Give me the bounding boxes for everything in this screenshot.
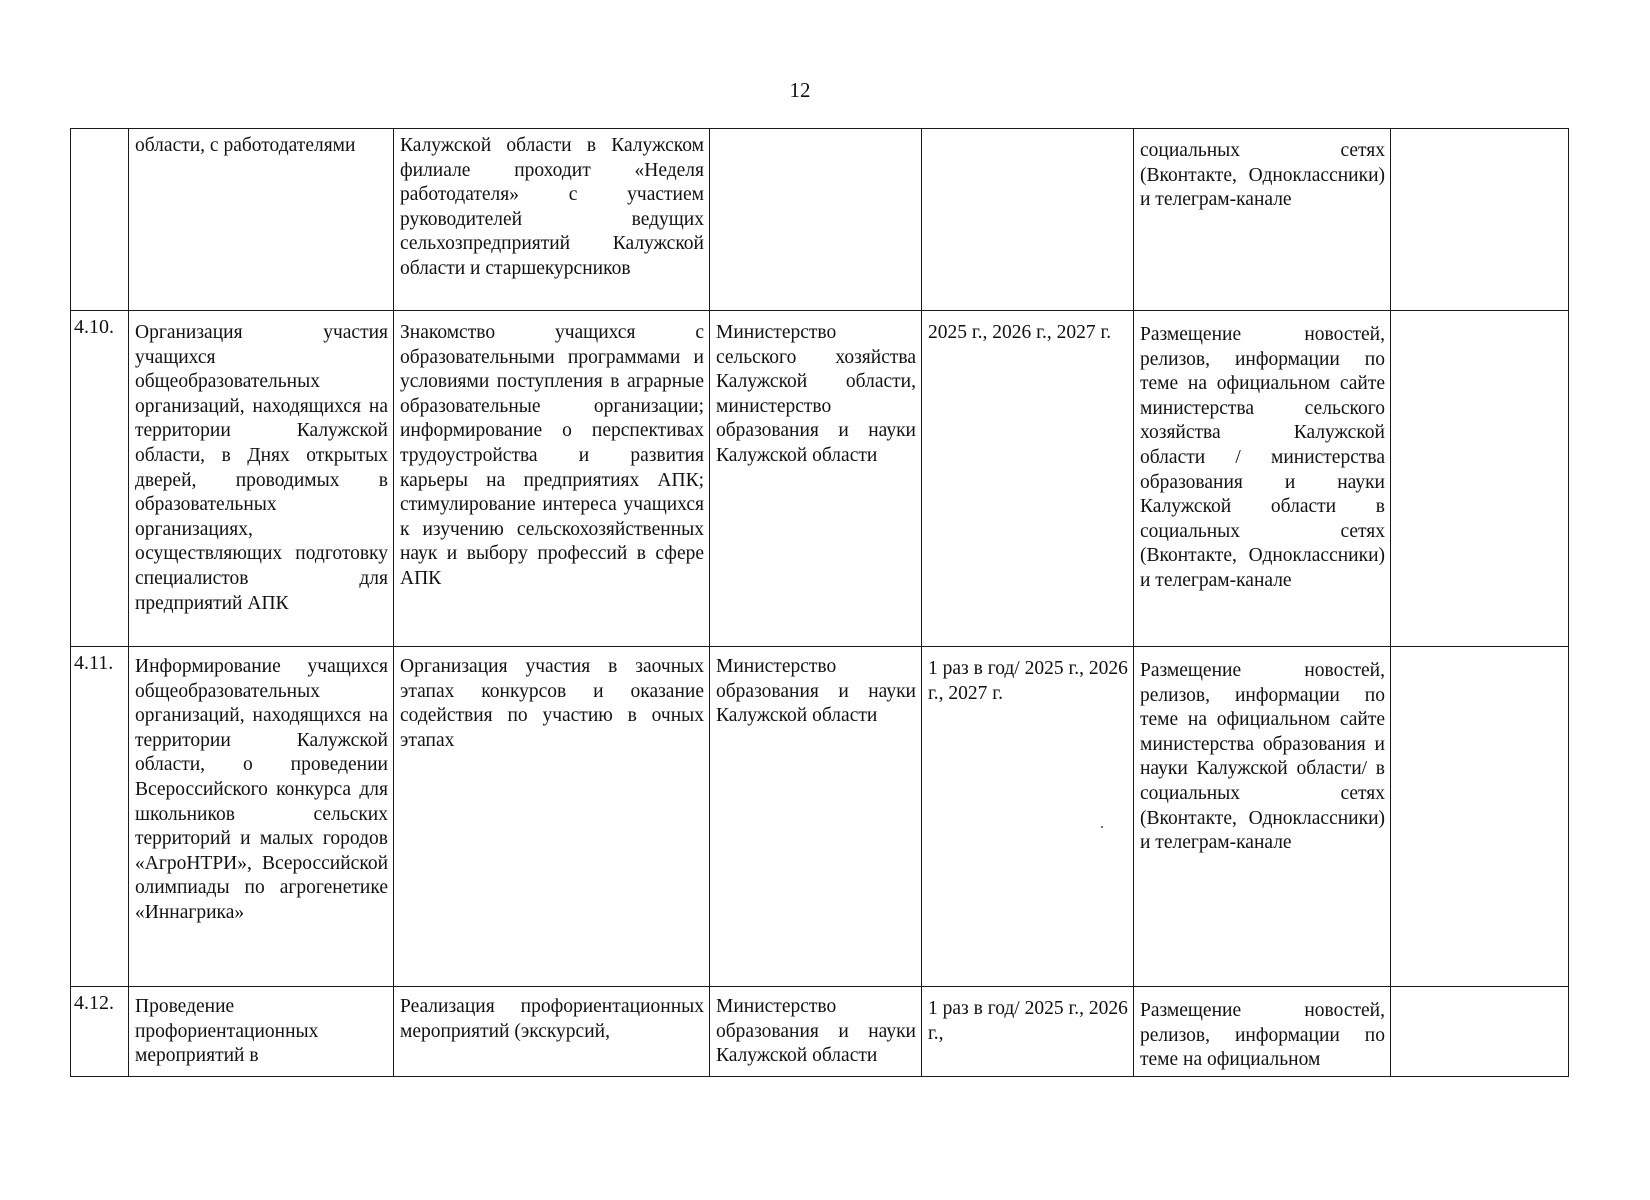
note-cell	[1391, 129, 1569, 311]
row-number-cell: 4.12.	[71, 987, 129, 1077]
note-cell	[1391, 647, 1569, 987]
measures-table	[70, 128, 1569, 1077]
info-cell: Размещение новостей, релизов, информации по теме на официальном	[1134, 987, 1391, 1077]
content-cell: Организация участия в заочных этапах конкурсов и оказание содействия по участию в очных этапах	[394, 647, 710, 987]
table-row	[71, 129, 1569, 311]
content-cell: Калужской области в Калужском филиале проходит «Неделя работодателя» с участием руководителей ведущих сельхозпредприятий Калужской области и старшекурсников	[394, 129, 710, 311]
period-cell	[922, 129, 1134, 311]
event-cell: Организация участия учащихся общеобразовательных организаций, находящихся на территории Калужской области, в Днях открытых дверей, проводимых в образовательных организациях, осуществляющих подготовку специалистов для предприятий АПК	[129, 311, 394, 647]
row-number-cell	[71, 129, 129, 311]
responsible-cell	[710, 129, 922, 311]
responsible-cell: Министерство сельского хозяйства Калужской области, министерство образования и науки Калужской области	[710, 311, 922, 647]
scan-speck	[1101, 826, 1103, 828]
period-cell: 2025 г., 2026 г., 2027 г.	[922, 311, 1134, 647]
period-cell: 1 раз в год/ 2025 г., 2026 г.,	[922, 987, 1134, 1077]
responsible-cell: Министерство образования и науки Калужской области	[710, 647, 922, 987]
row-number-cell: 4.11.	[71, 647, 129, 987]
info-cell: Размещение новостей, релизов, информации по теме на официальном сайте министерства образования и науки Калужской области/ в социальных сетях (Вконтакте, Одноклассники) и телеграм-канале	[1134, 647, 1391, 987]
table-row	[71, 311, 1569, 647]
note-cell	[1391, 987, 1569, 1077]
responsible-cell: Министерство образования и науки Калужской области	[710, 987, 922, 1077]
event-cell: Информирование учащихся общеобразовательных организаций, находящихся на территории Калужской области, о проведении Всероссийского конкурса для школьников сельских территорий и малых городов «АгроНТРИ», Всероссийской олимпиады по агрогенетике «Иннагрика»	[129, 647, 394, 987]
table-row	[71, 987, 1569, 1077]
row-number-cell: 4.10.	[71, 311, 129, 647]
page-number: 12	[789, 78, 811, 102]
event-cell: Проведение профориентационных мероприятий в	[129, 987, 394, 1077]
content-cell: Реализация профориентационных мероприятий (экскурсий,	[394, 987, 710, 1077]
event-cell: области, с работодателями	[129, 129, 394, 311]
table-row	[71, 647, 1569, 987]
info-cell: Размещение новостей, релизов, информации по теме на официальном сайте министерства сельского хозяйства Калужской области / министерства образования и науки Калужской области в социальных сетях (Вконтакте, Одноклассники) и телеграм-канале	[1134, 311, 1391, 647]
period-cell: 1 раз в год/ 2025 г., 2026 г., 2027 г.	[922, 647, 1134, 987]
note-cell	[1391, 311, 1569, 647]
content-cell: Знакомство учащихся с образовательными программами и условиями поступления в аграрные образовательные организации; информирование о перспективах трудоустройства и развития карьеры на предприятиях АПК; стимулирование интереса учащихся к изучению сельскохозяйственных наук и выбору профессий в сфере АПК	[394, 311, 710, 647]
info-cell: социальных сетях (Вконтакте, Одноклассники) и телеграм-канале	[1134, 129, 1391, 311]
